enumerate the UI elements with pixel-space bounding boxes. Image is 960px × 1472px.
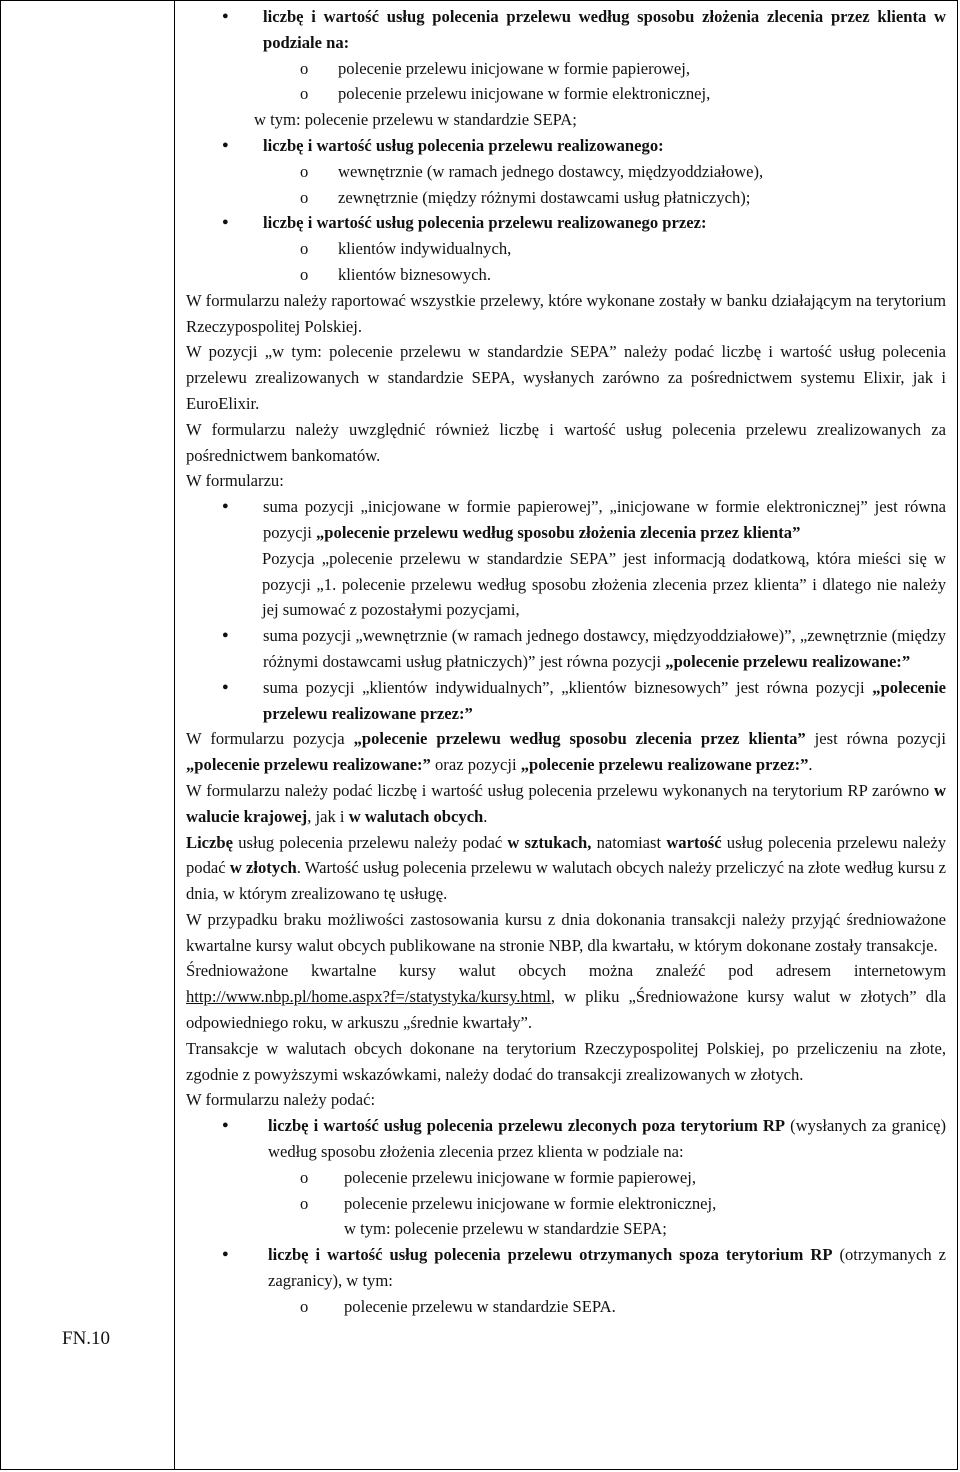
- list-item-text: suma pozycji „wewnętrznie (w ramach jednego dostawcy, międzyoddziałowe)”, „zewnętrznie (między różnymi dostawcami usług płatniczych)” jest równa pozycji: [263, 626, 946, 671]
- text-run: jest równa pozycji: [805, 729, 946, 749]
- paragraph: [186, 958, 946, 1035]
- paragraph: [186, 778, 946, 830]
- text-run: , jak i: [307, 806, 349, 826]
- sub-item: o zewnętrznie (między różnymi dostawcami usług płatniczych);: [186, 185, 946, 211]
- list-item-text: (wysłanych za granicę) według sposobu złożenia zlecenia przez klienta w podziale na:: [268, 1116, 946, 1162]
- list-item: [186, 4, 946, 56]
- text-run: .: [483, 806, 488, 826]
- list-item-text: liczbę i wartość usług polecenia przelewu realizowanego:: [263, 135, 664, 155]
- list-item: [186, 675, 946, 727]
- form-code-label: FN.10: [62, 1328, 111, 1349]
- sub-item: o polecenie przelewu inicjowane w formie papierowej,: [186, 56, 946, 82]
- sub-item: o polecenie przelewu inicjowane w formie elektronicznej,: [186, 1191, 946, 1217]
- sub-item: o polecenie przelewu inicjowane w formie papierowej,: [186, 1165, 946, 1191]
- text-run: usług polecenia przelewu należy podać: [186, 832, 946, 878]
- list-item-text: liczbę i wartość usług polecenia przelewu realizowanego przez:: [263, 213, 707, 233]
- list-note: w tym: polecenie przelewu w standardzie SEPA;: [344, 1219, 667, 1239]
- nbp-link[interactable]: http://www.nbp.pl/home.aspx?f=/statystyka/kursy.html: [186, 987, 551, 1007]
- sub-item: o klientów indywidualnych,: [186, 236, 946, 262]
- list-note: w tym: polecenie przelewu w standardzie SEPA;: [254, 110, 577, 130]
- document-body: [186, 4, 946, 1320]
- list-item-emphasis: liczbę i wartość usług polecenia przelewu zleconych poza terytorium RP: [268, 1116, 786, 1136]
- text-run: . Wartość usług polecenia przelewu w walutach obcych należy przeliczyć na złote według kursu z dnia, w którym zrealizowano tę usługę.: [186, 858, 946, 904]
- list-item-emphasis: „polecenie przelewu według sposobu złożenia zlecenia przez klienta”: [316, 522, 801, 542]
- paragraph: W formularzu:: [186, 471, 284, 491]
- paragraph: W formularzu należy uwzględnić również liczbę i wartość usług polecenia przelewu zrealizowanych za pośrednictwem bankomatów.: [186, 419, 946, 465]
- text-run: , w pliku „Średnioważone kursy walut w złotych” dla odpowiedniego roku, w arkuszu „średnie kwartały”.: [186, 987, 946, 1033]
- sub-item: o polecenie przelewu inicjowane w formie elektronicznej,: [186, 81, 946, 107]
- list-item-emphasis: „polecenie przelewu realizowane przez:”: [263, 677, 946, 723]
- text-run: .: [808, 755, 813, 775]
- text-run: usług polecenia przelewu należy podać: [233, 832, 508, 852]
- paragraph: [186, 726, 946, 778]
- list-item-emphasis: liczbę i wartość usług polecenia przelewu otrzymanych spoza terytorium RP: [268, 1245, 833, 1265]
- list-note: Pozycja „polecenie przelewu w standardzie SEPA” jest informacją dodatkową, która mieści się w pozycji „1. polecenie przelewu według sposobu złożenia zlecenia przez klienta” i dlatego nie należy jej sumować z pozostałymi pozycjami,: [262, 548, 946, 620]
- text-emphasis: „polecenie przelewu według sposobu zlecenia przez klienta”: [353, 729, 806, 749]
- list-item: [186, 210, 946, 236]
- list-item: [186, 133, 946, 159]
- paragraph: W przypadku braku możliwości zastosowania kursu z dnia dokonania transakcji należy przyjąć średnioważone kwartalne kursy walut obcych publikowane na stronie NBP, dla kwartału, w którym dokonane zostały transakcje.: [186, 909, 946, 955]
- text-run: oraz pozycji: [430, 755, 521, 775]
- list-item-text: (otrzymanych z zagranicy), w tym:: [268, 1245, 946, 1291]
- text-emphasis: w walutach obcych: [348, 806, 484, 826]
- paragraph: W pozycji „w tym: polecenie przelewu w standardzie SEPA” należy podać liczbę i wartość usług polecenia przelewu zrealizowanych w standardzie SEPA, wysłanych zarówno za pośrednictwem systemu Elixir, jak i EuroElixir.: [186, 342, 946, 413]
- form-code-column: [0, 0, 175, 1470]
- paragraph: [186, 830, 946, 907]
- paragraph: W formularzu należy podać:: [186, 1090, 376, 1110]
- text-emphasis: „polecenie przelewu realizowane przez:”: [520, 755, 809, 775]
- list-item-text: suma pozycji „klientów indywidualnych”, „klientów biznesowych” jest równa pozycji: [263, 677, 873, 697]
- text-emphasis: w złotych: [229, 858, 297, 878]
- text-emphasis: w walucie krajowej: [186, 780, 946, 826]
- list-item-emphasis: „polecenie przelewu realizowane:”: [665, 651, 911, 671]
- sub-item: o wewnętrznie (w ramach jednego dostawcy, międzyoddziałowe),: [186, 159, 946, 185]
- text-emphasis: w sztukach,: [507, 832, 592, 852]
- text-run: natomiast: [591, 832, 667, 852]
- text-run: Średnioważone kwartalne kursy walut obcych można znaleźć pod adresem internetowym: [186, 961, 946, 981]
- text-emphasis: wartość: [666, 832, 722, 852]
- list-item: [186, 623, 946, 675]
- text-emphasis: Liczbę: [186, 832, 234, 852]
- list-item-text: suma pozycji „inicjowane w formie papierowej”, „inicjowane w formie elektronicznej” jest równa pozycji: [263, 497, 946, 542]
- list-item-text: liczbę i wartość usług polecenia przelewu według sposobu złożenia zlecenia przez klienta w podziale na:: [263, 7, 946, 52]
- paragraph: Transakcje w walutach obcych dokonane na terytorium Rzeczypospolitej Polskiej, po przeliczeniu na złote, zgodnie z powyższymi wskazówkami, należy dodać do transakcji zrealizowanych w złotych.: [186, 1038, 946, 1084]
- text-run: W formularzu pozycja: [186, 729, 354, 749]
- sub-item: o klientów biznesowych.: [186, 262, 946, 288]
- list-item: [186, 1113, 946, 1165]
- sub-item: o polecenie przelewu w standardzie SEPA.: [186, 1294, 946, 1320]
- text-emphasis: „polecenie przelewu realizowane:”: [186, 755, 431, 775]
- list-item: [186, 494, 946, 546]
- text-run: W formularzu należy podać liczbę i wartość usług polecenia przelewu wykonanych na terytorium RP zarówno: [186, 780, 935, 800]
- paragraph: W formularzu należy raportować wszystkie przelewy, które wykonane zostały w banku działającym na terytorium Rzeczypospolitej Polskiej.: [186, 290, 946, 336]
- list-item: [186, 1242, 946, 1294]
